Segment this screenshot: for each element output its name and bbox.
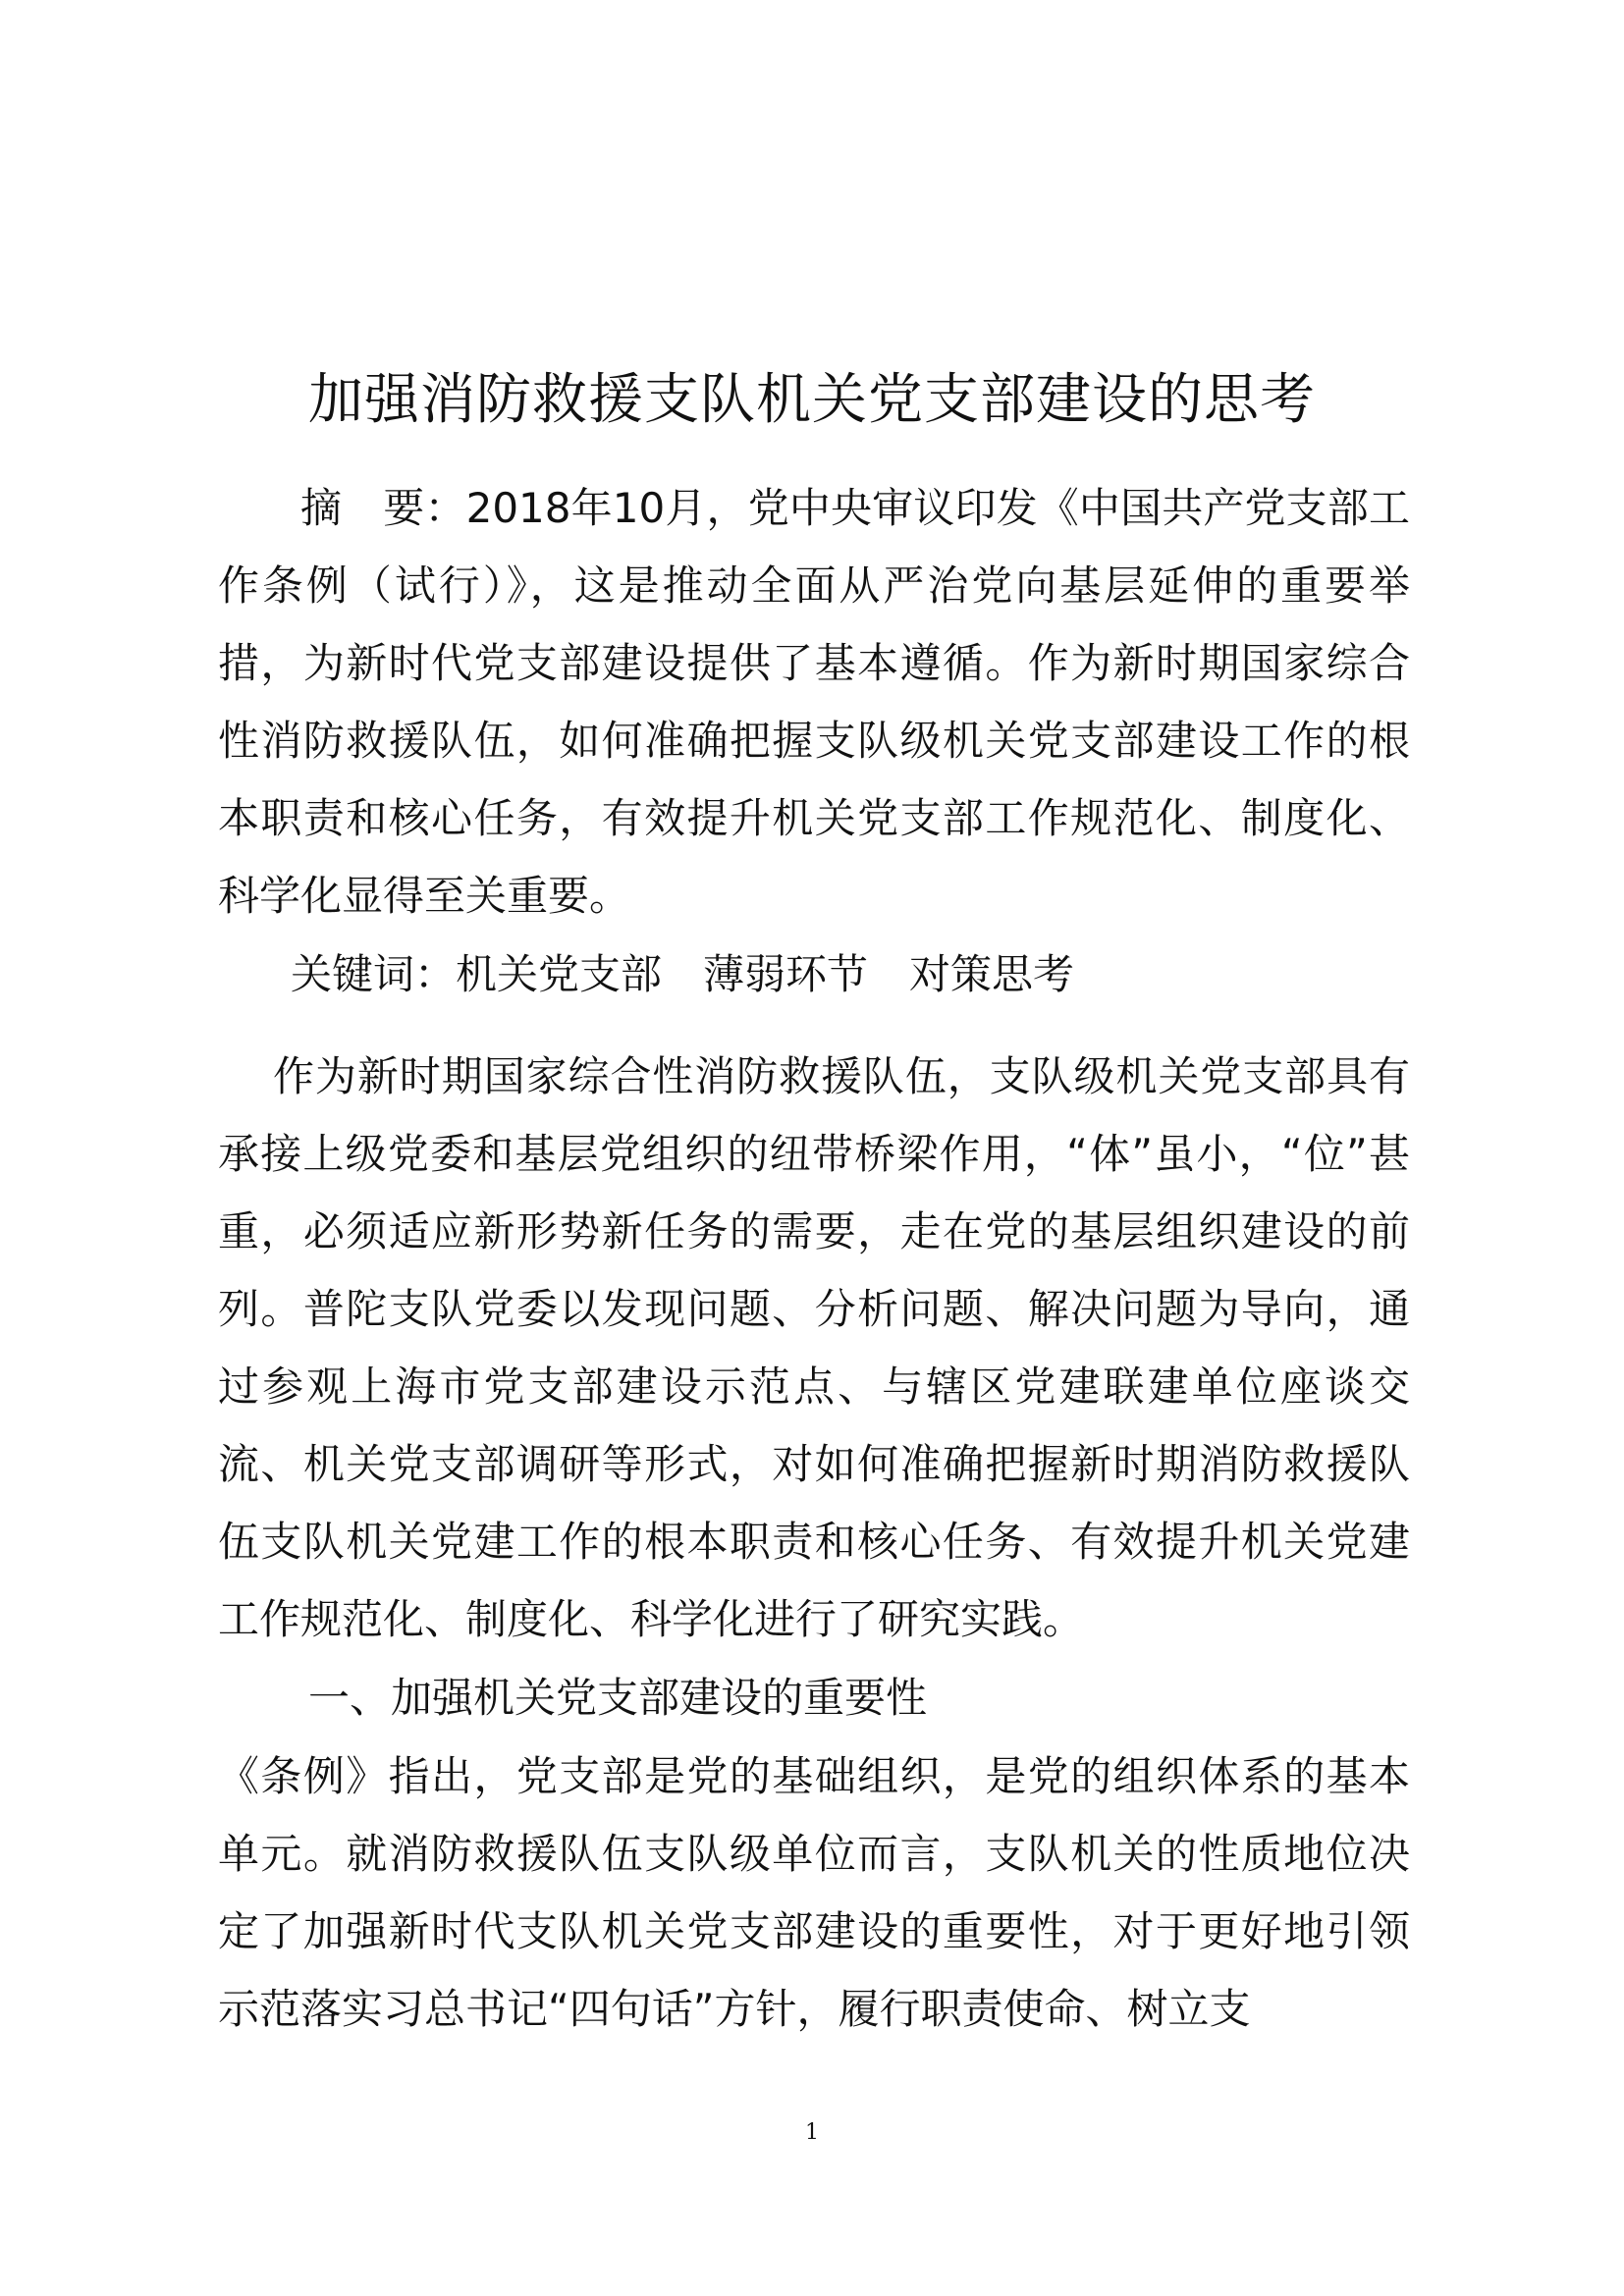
abstract-label: 摘 要： (300, 484, 466, 532)
keyword-item: 薄弱环节 (703, 950, 869, 998)
keywords-line (218, 935, 1410, 1013)
page-number: 1 (805, 2120, 819, 2145)
section-paragraph: 《条例》指出，党支部是党的基础组织，是党的组织体系的基本单元。就消防救援队伍支队级单位而言，支队机关的性质地位决定了加强新时代支队机关党支部建设的重要性，对于更好地引领示范落实习总书记“四句话”方针，履行职责使命、树立支 (218, 1752, 1410, 2033)
keywords-label: 关键词： (291, 950, 457, 998)
keyword-item: 机关党支部 (456, 950, 663, 998)
section-heading: 一、加强机关党支部建设的重要性 (308, 1674, 928, 1722)
keyword-item: 对策思考 (909, 950, 1075, 998)
abstract-paragraph (218, 469, 1410, 934)
document-title: 加强消防救援支队机关党支部建设的思考 (308, 368, 1316, 432)
intro-paragraph: 作为新时期国家综合性消防救援队伍，支队级机关党支部具有承接上级党委和基层党组织的纽带桥梁作用，“体”虽小，“位”甚重，必须适应新形势新任务的需要，走在党的基层组织建设的前列。普陀支队党委以发现问题、分析问题、解决问题为导向，通过参观上海市党支部建设示范点、与辖区党建联建单位座谈交流、机关党支部调研等形式，对如何准确把握新时期消防救援队伍支队机关党建工作的根本职责和核心任务、有效提升机关党建工作规范化、制度化、科学化进行了研究实践。 (218, 1052, 1410, 1643)
abstract-text: 2018年10月，党中央审议印发《中国共产党支部工作条例（试行）》，这是推动全面从严治党向基层延伸的重要举措，为新时代党支部建设提供了基本遵循。作为新时期国家综合性消防救援队伍，如何准确把握支队级机关党支部建设工作的根本职责和核心任务，有效提升机关党支部工作规范化、制度化、科学化显得至关重要。 (218, 484, 1410, 920)
